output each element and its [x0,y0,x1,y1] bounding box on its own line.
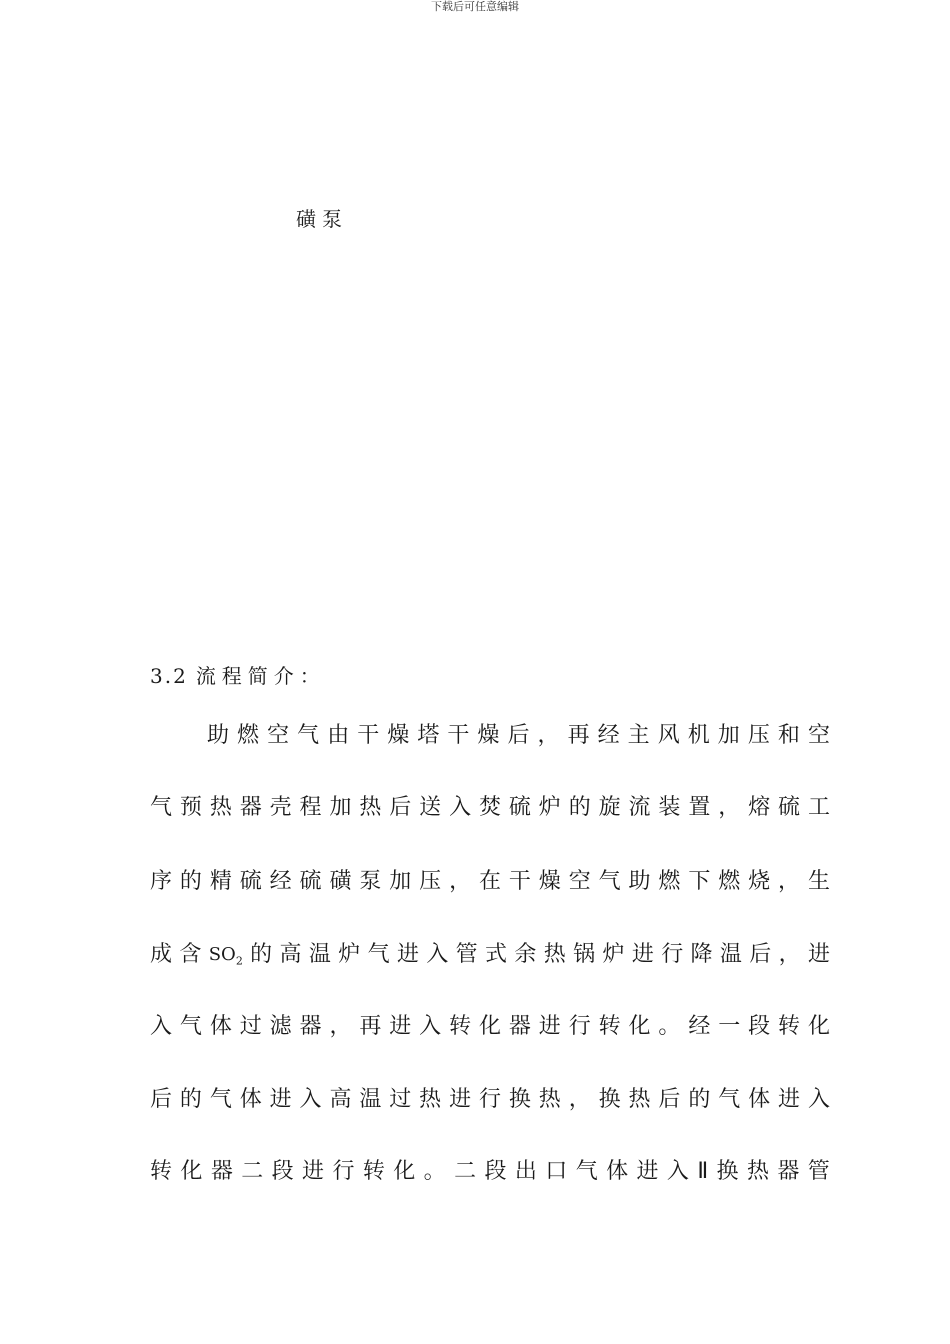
paragraph-line-1: 助 燃 空 气 由 干 燥 塔 干 燥 后 ， 再 经 主 风 机 加 压 和 空 [207,723,830,748]
section-title: 流程简介： [195,664,326,688]
section-number: 3.2 [150,664,188,688]
paragraph-line-6: 后 的 气 体 进 入 高 温 过 热 进 行 换 热 ， 换 热 后 的 气 体 进 入 [150,1087,830,1112]
paragraph-line-3: 序 的 精 硫 经 硫 磺 泵 加 压 ， 在 干 燥 空 气 助 燃 下 燃 烧 ， 生 [150,869,830,894]
pump-label: 磺泵 [296,207,348,231]
paragraph-line-5: 入 气 体 过 滤 器 ， 再 进 入 转 化 器 进 行 转 化 。 经 一 段 转 化 [150,1014,830,1039]
section-heading [150,661,326,691]
paragraph-line-2: 气 预 热 器 壳 程 加 热 后 送 入 焚 硫 炉 的 旋 流 装 置 ， 熔 硫 工 [150,795,830,820]
paragraph-line-4: 成 含 $SO_2$ 的 高 温 炉 气 进 入 管 式 余 热 锅 炉 进 行 降 温 后 ， 进 [150,942,830,968]
paragraph-line-7: 转 化 器 二 段 进 行 转 化 。 二 段 出 口 气 体 进 入 Ⅱ 换 热 器 管 [150,1159,830,1184]
page-header-note: 下载后可任意编辑 [431,0,519,13]
